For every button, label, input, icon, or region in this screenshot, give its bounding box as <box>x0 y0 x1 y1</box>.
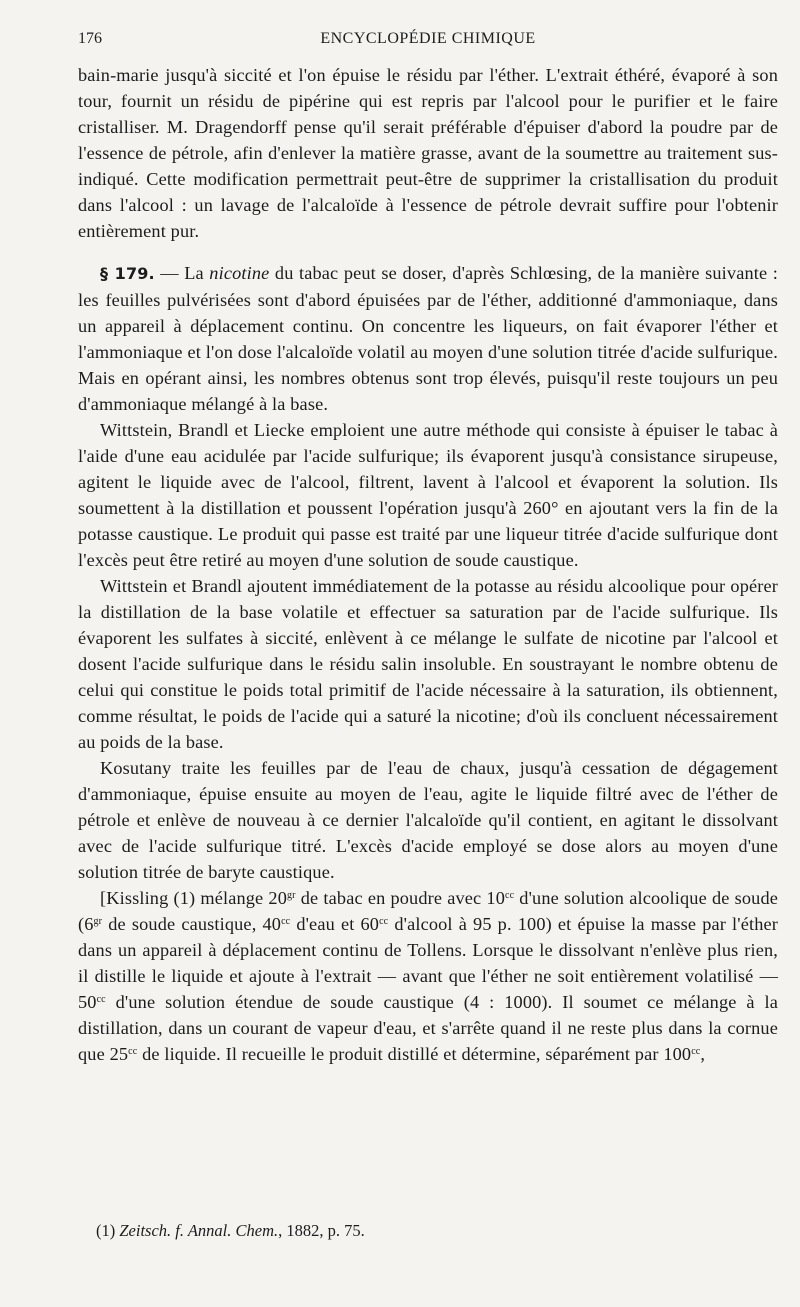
unit-superscript: gr <box>93 916 103 927</box>
unit-superscript: cc <box>128 1046 138 1057</box>
unit-superscript: gr <box>287 890 296 901</box>
text-run: [Kissling (1) mélange 20 <box>100 888 288 908</box>
running-title: ENCYCLOPÉDIE CHIMIQUE <box>320 30 536 47</box>
page-header <box>78 24 778 50</box>
page <box>78 24 778 1067</box>
unit-superscript: cc <box>505 890 515 901</box>
footnote <box>78 1221 778 1241</box>
paragraph-kosutany: Kosutany traite les feuilles par de l'eau de chaux, jusqu'à cessation de dégagement d'ammoniaque, épuise ensuite au moyen de l'eau, agite le liquide filtré avec de l'éther de pétrole et enlève de nouveau à ce dernier l'alcaloïde qu'il contient, en agitant le dissolvant avec de l'acide sulfurique titré. L'excès d'acide employé se dose alors au moyen d'une solution titrée de baryte caustique. <box>78 758 778 882</box>
text-run: d'une solution étendue de soude caustique (4 : 1000). Il soumet ce mélange à la distillation, dans un courant de vapeur d'eau, et s'arrête quand il ne reste plus dans la cornue que 25 <box>78 992 778 1064</box>
page-number: 176 <box>78 30 102 47</box>
unit-superscript: cc <box>379 916 389 927</box>
paragraph-wittstein-brandl: Wittstein et Brandl ajoutent immédiatement de la potasse au résidu alcoolique pour opérer la distillation de la base volatile et effectuer sa saturation par de l'acide sulfurique. Ils évaporent les sulfates à siccité, enlèvent à ce mélange le sulfate de nicotine par l'alcool et dosent l'acide sulfurique dans le résidu salin insoluble. En soustrayant le nombre obtenu de celui qui constitue le poids total primitif de l'acide nécessaire à la saturation, ils obtiennent, comme résultat, le poids de l'acide qui a saturé la nicotine; d'où ils concluent nécessairement au poids de la base. <box>78 576 778 752</box>
footnote-journal: Zeitsch. f. Annal. Chem. <box>119 1221 279 1240</box>
text-run: d'eau et 60 <box>290 914 380 934</box>
section-179-paragraph <box>78 260 778 417</box>
unit-superscript: cc <box>281 916 291 927</box>
unit-superscript: cc <box>691 1046 701 1057</box>
paragraph-kissling <box>78 885 778 1067</box>
text-run: d'une solution alcoolique de soude (6 <box>78 888 778 934</box>
footnote-citation: , 1882, p. 75. <box>278 1221 365 1240</box>
text-run: de liquide. Il recueille le produit distillé et détermine, séparément par 100 <box>137 1044 692 1064</box>
unit-superscript: cc <box>96 994 106 1005</box>
footnote-marker: (1) <box>96 1221 120 1240</box>
section-number: § 179. <box>100 264 155 283</box>
body-text <box>78 62 778 1067</box>
text-run: de tabac en poudre avec 10 <box>295 888 506 908</box>
paragraph-wittstein-brandl-liecke: Wittstein, Brandl et Liecke emploient une autre méthode qui consiste à épuiser le tabac à l'aide d'une eau acidulée par l'acide sulfurique; ils évaporent jusqu'à consistance sirupeuse, agitent le liquide avec de l'alcool, filtrent, lavent à l'alcool et évaporent la solution. Ils soumettent à la distillation et poussent l'opération jusqu'à 260° en ajoutant vers la fin de la potasse caustique. Le produit qui passe est traité par une liqueur titrée d'acide sulfurique dont l'excès peut être retiré au moyen d'une solution de soude caustique. <box>78 420 778 570</box>
text-run: d'alcool à 95 p. 100) et épuise la masse par l'éther dans un appareil à déplacement continu de Tollens. Lorsque le dissolvant n'enlève plus rien, il distille le liquide et ajoute à l'extrait — avant que l'éther ne soit entièrement volatilisé — 50 <box>78 914 779 1012</box>
text-run: de soude caustique, 40 <box>102 914 282 934</box>
section-179-text: du tabac peut se doser, d'après Schlœsing, de la manière suivante : les feuilles pulvérisées sont d'abord épuisées par de l'éther, additionné d'ammoniaque, dans un appareil à déplacement continu. On concentre les liqueurs, on fait évaporer l'éther et l'ammoniaque et l'on dose l'alcaloïde volatil au moyen d'une solution titrée d'acide sulfurique. Mais en opérant ainsi, les nombres obtenus sont trop élevés, puisqu'il reste toujours un peu d'ammoniaque mélangé à la base. <box>78 263 778 414</box>
text-run: , <box>700 1044 706 1064</box>
section-dash: — La <box>154 263 210 283</box>
nicotine-term: nicotine <box>209 263 270 283</box>
paragraph-piperine: bain-marie jusqu'à siccité et l'on épuise le résidu par l'éther. L'extrait éthéré, évaporé à son tour, fournit un résidu de pipérine qui est repris par l'alcool pour le purifier et le faire cristalliser. M. Dragendorff pense qu'il serait préférable d'épuiser d'abord la poudre par de l'essence de pétrole, afin d'enlever la matière grasse, avant de la soumettre au traitement sus-indiqué. Cette modification permettrait peut-être de supprimer la cristallisation du produit dans l'alcool : un lavage de l'alcaloïde à l'essence de pétrole devrait suffire pour l'obtenir entièrement pur. <box>78 65 778 241</box>
